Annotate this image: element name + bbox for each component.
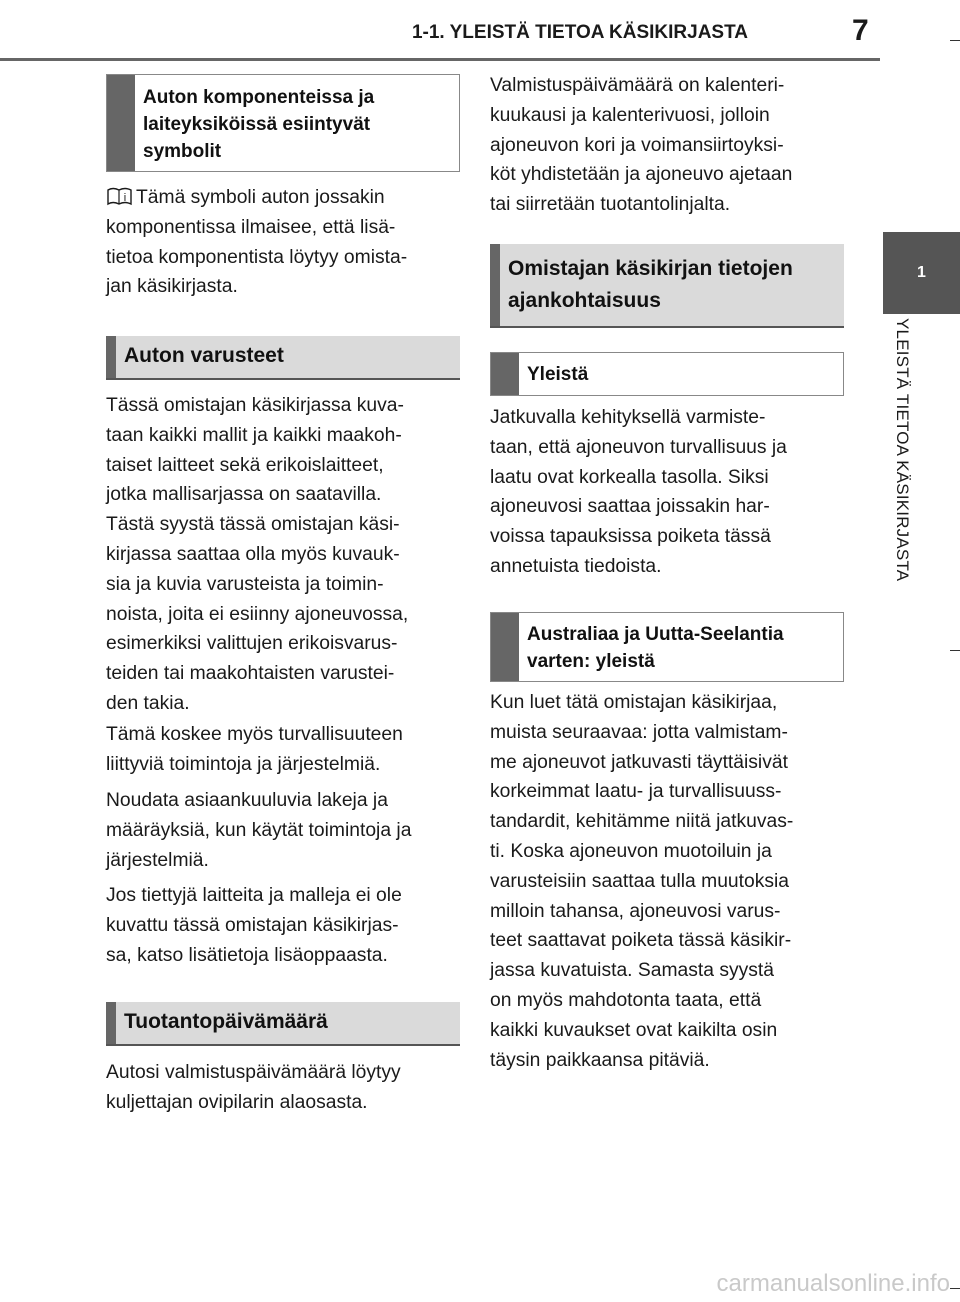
manual-symbol-icon [106,186,133,205]
heading-bar [106,336,116,378]
header-divider [0,58,880,61]
heading-text: Yleistä [527,364,589,385]
watermark: carmanualsonline.info [716,1270,950,1297]
paragraph-symbol [106,183,460,302]
page-number: 7 [852,14,869,47]
crop-mark [950,40,960,41]
heading-text: Auton varusteet [124,344,284,367]
section-heading-symbols [106,74,460,172]
crop-mark [950,1288,960,1289]
chapter-side-label: YLEISTÄ TIETOA KÄSIKIRJASTA [893,318,912,582]
paragraph-equipment-4: Jos tiettyjä laitteita ja malleja ei ole kuvattu tässä omistajan käsikirjas- sa, katso lisätietoja lisäoppaasta. [106,885,402,966]
section-heading-production [106,1002,460,1046]
heading-bar [106,1002,116,1044]
paragraph-text: Tämä symboli auton jossakin komponentissa ilmaisee, että lisä- tietoa komponentista löytyy omista- jan käsikirjasta. [106,187,408,298]
subsection-heading-general [490,352,844,396]
paragraph-production: Autosi valmistuspäivämäärä löytyy kuljettajan ovipilarin alaosasta. [106,1062,401,1113]
paragraph-general: Jatkuvalla kehityksellä varmiste- taan, että ajoneuvon turvallisuus ja laatu ovat korkealla tasolla. Siksi ajoneuvosi saattaa joissakin har- voissa tapauksissa poiketa tässä annetuista tiedoista. [490,407,787,577]
svg-text:i: i [123,192,127,204]
section-heading-equipment [106,336,460,380]
heading-text: Auton komponenteissa ja laiteyksiköissä esiintyvät symbolit [143,87,375,162]
paragraph-equipment-1: Tässä omistajan käsikirjassa kuva- taan kaikki mallit ja kaikki maakoh- taiset laitteet sekä erikoislaitteet, jotka mallisarjassa on saatavilla. Tästä syystä tässä omistajan käsi- kirjassa saattaa olla myös kuvauk- sia ja kuvia varusteista ja toimin- noista, joita ei esiinny ajoneuvossa, esimerkiksi valittujen erikoisvarus- teiden tai maakohtaisten varustei- den takia. [106,395,409,714]
crop-mark [950,650,960,651]
paragraph-australia: Kun luet tätä omistajan käsikirjaa, muista seuraavaa: jotta valmistam- me ajoneuvot jatkuvasti täyttäisivät korkeimmat laatu- ja turvallisuuss- tandardit, kehitämme niitä jatkuvas- ti. Koska ajoneuvon muotoiluin ja varusteisiin saattaa tulla muutoksia milloin tahansa, ajoneuvosi varus- teet saattavat poiketa tässä käsikir- jassa kuvatuista. Samasta syystä on myös mahdotonta taata, että kaikki kuvaukset ovat kaikilta osin täysin paikkaansa pitäviä. [490,692,794,1071]
heading-bar [491,613,519,681]
paragraph-equipment-3: Noudata asiaankuuluvia lakeja ja määräyksiä, kun käytät toimintoja ja järjestelmiä. [106,790,412,871]
heading-bar [491,353,519,395]
heading-bar [107,75,135,171]
subsection-heading-australia [490,612,844,682]
heading-text: Omistajan käsikirjan tietojen ajankohtaisuus [508,257,793,312]
running-header: 1-1. YLEISTÄ TIETOA KÄSIKIRJASTA [411,22,749,43]
heading-bar [490,244,500,326]
heading-text: Australiaa ja Uutta-Seelantia varten: yleistä [527,624,784,672]
paragraph-equipment-2: Tämä koskee myös turvallisuuteen liittyviä toimintoja ja järjestelmiä. [106,724,403,775]
chapter-tab: 1 [883,232,960,314]
heading-text: Tuotantopäivämäärä [124,1010,328,1033]
section-heading-currency [490,244,844,328]
paragraph-production-continued: Valmistuspäivämäärä on kalenteri- kuukausi ja kalenterivuosi, jolloin ajoneuvon kori ja voimansiirtoyksi- köt yhdistetään ja ajoneuvo ajetaan tai siirretään tuotantolinjalta. [490,75,793,216]
